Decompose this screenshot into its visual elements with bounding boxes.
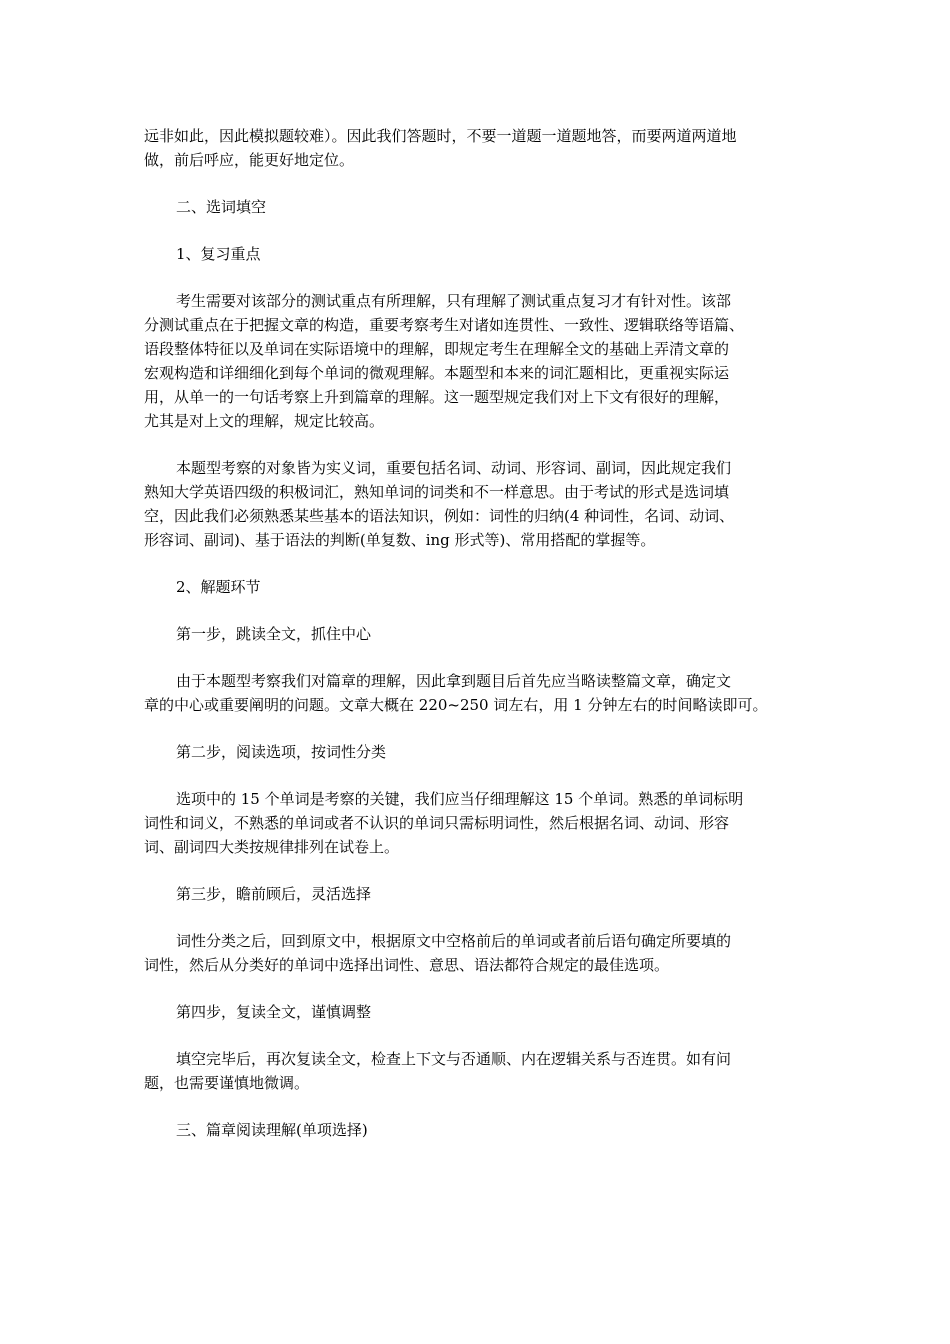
paragraph-step-2: [144, 787, 808, 859]
text-line: 空，因此我们必须熟悉某些基本的语法知识，例如：词性的归纳(4 种词性，名词、动词、: [144, 507, 735, 525]
step-4-heading: 第四步，复读全文，谨慎调整: [176, 1003, 372, 1021]
paragraph-test-focus: [144, 289, 808, 433]
text-line: 词、副词四大类按规律排列在试卷上。: [144, 838, 400, 856]
text-line: 分测试重点在于把握文章的构造，重要考察考生对诸如连贯性、一致性、逻辑联络等语篇、: [144, 316, 745, 334]
text-line: 用，从单一的一句话考察上升到篇章的理解。这一题型规定我们对上下文有很好的理解，: [144, 388, 730, 406]
document-page: [144, 124, 808, 1165]
paragraph-continued: [144, 124, 808, 172]
text-line: 熟知大学英语四级的积极词汇，熟知单词的词类和不一样意思。由于考试的形式是选词填: [144, 483, 730, 501]
step-3-heading: 第三步，瞻前顾后，灵活选择: [176, 885, 372, 903]
paragraph-word-types: [144, 456, 808, 552]
text-line: 宏观构造和详细细化到每个单词的微观理解。本题型和本来的词汇题相比，更重视实际运: [144, 364, 730, 382]
section-heading-2: 二、选词填空: [176, 198, 267, 216]
text-line: 做，前后呼应，能更好地定位。: [144, 151, 355, 169]
section-heading-3: 三、篇章阅读理解(单项选择): [176, 1121, 368, 1139]
text-line: 填空完毕后，再次复读全文，检查上下文与否通顺、内在逻辑关系与否连贯。如有问: [176, 1050, 732, 1068]
text-line: 选项中的 15 个单词是考察的关键，我们应当仔细理解这 15 个单词。熟悉的单词标明: [176, 790, 744, 808]
paragraph-step-3: [144, 929, 808, 977]
text-line: 词性和词义，不熟悉的单词或者不认识的单词只需标明词性，然后根据名词、动词、形容: [144, 814, 730, 832]
text-line: 考生需要对该部分的测试重点有所理解，只有理解了测试重点复习才有针对性。该部: [176, 292, 732, 310]
text-line: 章的中心或重要阐明的问题。文章大概在 220~250 词左右，用 1 分钟左右的时间略读即可。: [144, 696, 768, 714]
subheading-review-focus: 1、复习重点: [176, 245, 261, 263]
text-line: 词性，然后从分类好的单词中选择出词性、意思、语法都符合规定的最佳选项。: [144, 956, 670, 974]
text-line: 题，也需要谨慎地微调。: [144, 1074, 310, 1092]
text-line: 远非如此，因此模拟题较难）。因此我们答题时，不要一道题一道题地答，而要两道两道地: [144, 127, 737, 145]
paragraph-step-1: [144, 669, 808, 717]
paragraph-step-4: [144, 1047, 808, 1095]
step-1-heading: 第一步，跳读全文，抓住中心: [176, 625, 372, 643]
text-line: 形容词、副词)、基于语法的判断(单复数、ing 形式等)、常用搭配的掌握等。: [144, 531, 656, 549]
text-line: 由于本题型考察我们对篇章的理解，因此拿到题目后首先应当略读整篇文章，确定文: [176, 672, 732, 690]
text-line: 尤其是对上文的理解，规定比较高。: [144, 412, 385, 430]
subheading-solving-steps: 2、解题环节: [176, 578, 261, 596]
text-line: 本题型考察的对象皆为实义词，重要包括名词、动词、形容词、副词，因此规定我们: [176, 459, 732, 477]
step-2-heading: 第二步，阅读选项，按词性分类: [176, 743, 387, 761]
text-line: 词性分类之后，回到原文中，根据原文中空格前后的单词或者前后语句确定所要填的: [176, 932, 732, 950]
text-line: 语段整体特征以及单词在实际语境中的理解，即规定考生在理解全文的基础上弄清文章的: [144, 340, 730, 358]
